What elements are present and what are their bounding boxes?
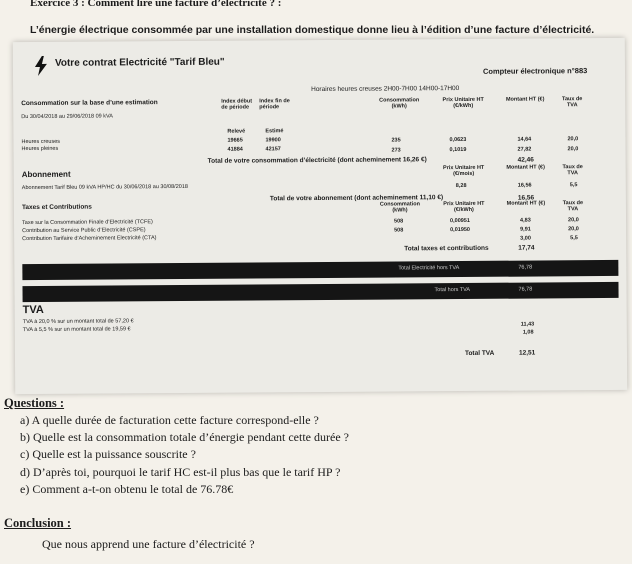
vat-total-value: 12,51 [518,349,536,357]
row-label: Contribution Tarifaire d’Acheminement Electricité (CTA) [22,235,157,243]
row-price: 0,01950 [450,226,471,234]
vat-line-1: TVA à 20,0 % sur un montant total de 57,20 € [22,318,134,326]
row-price: 0,00951 [450,217,470,225]
sub-releve: Relevé [227,128,246,135]
taxes-total-value: 17,74 [518,244,535,252]
tax-col-amount: Montant HT (€) [506,200,546,207]
row-end: 42157 [265,146,281,153]
row-vat: 20,0 [567,146,579,153]
tax-col-price: Prix Unitaire HT (€/kWh) [443,200,485,214]
row-kwh: 235 [391,137,401,144]
vat-line-2: TVA à 5,5 % sur un montant total de 19,59 € [22,326,131,334]
subscription-line: Abonnement Tarif Bleu 09 kVA HP/HC du 30/06/2018 au 30/08/2018 [21,183,188,192]
questions-title: Questions : [4,396,65,410]
row-kwh: 273 [391,147,401,154]
vat-line-1-value: 11,43 [520,321,535,328]
consumption-period: Du 30/04/2018 au 29/06/2018 09 kVA [21,113,113,121]
bolt-icon [33,56,49,81]
subscription-total-value: 16,56 [517,194,535,202]
row-amount: 9,91 [520,226,531,233]
consumption-title: Consommation sur la base d’une estimation [21,99,158,108]
question-c: c) Quelle est la puissance souscrite ? [20,447,196,461]
question-d: d) D’après toi, pourquoi le tarif HC est-il plus bas que le tarif HP ? [20,465,341,479]
subscription-amount: 16,56 [517,182,532,189]
row-vat: 20,0 [568,217,579,224]
row-amount: 27,82 [517,146,532,153]
sub-col-amount: Montant HT (€) [506,164,545,171]
question-e: e) Comment a-t-on obtenu le total de 76.78€ [20,482,234,496]
row-start: 19665 [227,137,243,144]
col-vat: Taux de TVA [561,96,583,109]
sub-col-price: Prix Unitaire HT (€/mois) [443,164,485,178]
total-electricity-bar [22,260,618,280]
row-amount: 14,64 [517,136,532,143]
invoice-document [13,38,627,394]
row-label: Heures creuses [21,138,61,146]
row-start: 41884 [227,146,243,153]
contract-title: Votre contrat Electricité "Tarif Bleu" [54,56,225,69]
row-vat: 20,0 [568,226,579,233]
sub-col-vat: Taux de TVA [562,164,583,177]
taxes-total-label: Total taxes et contributions [404,244,489,253]
total-ht-bar [22,282,618,302]
row-end: 19900 [265,137,281,144]
consumption-total-value: 42,46 [517,156,534,164]
meter-number: Compteur électronique n°883 [482,66,588,76]
total-ht-label: Total hors TVA [434,286,471,294]
question-b: b) Quelle est la consommation totale d’énergie pendant cette durée ? [20,430,349,444]
exercise-title: Exercice 3 : Comment lire une facture d’électricité ? : [30,0,282,9]
tax-col-consumption: Consommation (kWh) [379,201,420,214]
sub-estime: Estimé [265,128,284,135]
subscription-price: 8,28 [455,182,467,190]
col-index-start: Index début de période [221,98,253,111]
taxes-title: Taxes et Contributions [21,203,92,212]
vat-title: TVA [22,303,44,317]
total-electricity-value: 76,78 [518,264,533,271]
row-kwh: 508 [394,227,404,234]
row-amount: 3,00 [520,235,531,242]
row-vat: 5,5 [570,235,578,242]
col-unit-price: Prix Unitaire HT (€/kWh) [442,96,484,110]
total-ht-value: 76,78 [518,286,533,293]
row-price: 0,1019 [449,146,467,154]
row-amount: 4,83 [520,217,531,224]
vat-total-label: Total TVA [464,349,495,357]
question-a: a) A quelle durée de facturation cette facture correspond-elle ? [20,413,319,427]
row-price: 0,0623 [449,136,467,144]
subscription-vat: 5,5 [569,182,578,189]
offpeak-hours: Horaires heures creuses 2H00-7H00 14H00-17H00 [311,85,460,94]
vat-line-2-value: 1,08 [522,329,534,336]
col-consumption: Consommation (kWh) [379,97,420,110]
row-label: Taxe sur la Consommation Finale d’Electricité (TCFE) [22,219,153,227]
row-label: Contribution au Service Public d’Electricité (CSPE) [22,227,146,235]
row-label: Heures pleines [21,145,59,153]
consumption-total-label: Total de votre consommation d’électricité (dont acheminement 16,26 €) [207,156,427,165]
total-electricity-label: Total Electricité hors TVA [398,265,460,272]
tax-col-vat: Taux de TVA [562,200,584,213]
conclusion-title: Conclusion : [4,516,72,530]
row-vat: 20,0 [567,136,579,143]
conclusion-question: Que nous apprend une facture d’électricité ? [42,537,255,551]
col-amount: Montant HT (€) [505,96,545,103]
intro-text: L’énergie électrique consommée par une installation domestique donne lieu à l’édition d’une facture d’électricité. [30,24,595,36]
row-kwh: 508 [394,218,404,225]
subscription-title: Abonnement [21,169,71,180]
subscription-total-label: Total de votre abonnement (dont acheminement 11,10 €) [269,194,444,203]
col-index-end: Index fin de période [259,98,290,111]
